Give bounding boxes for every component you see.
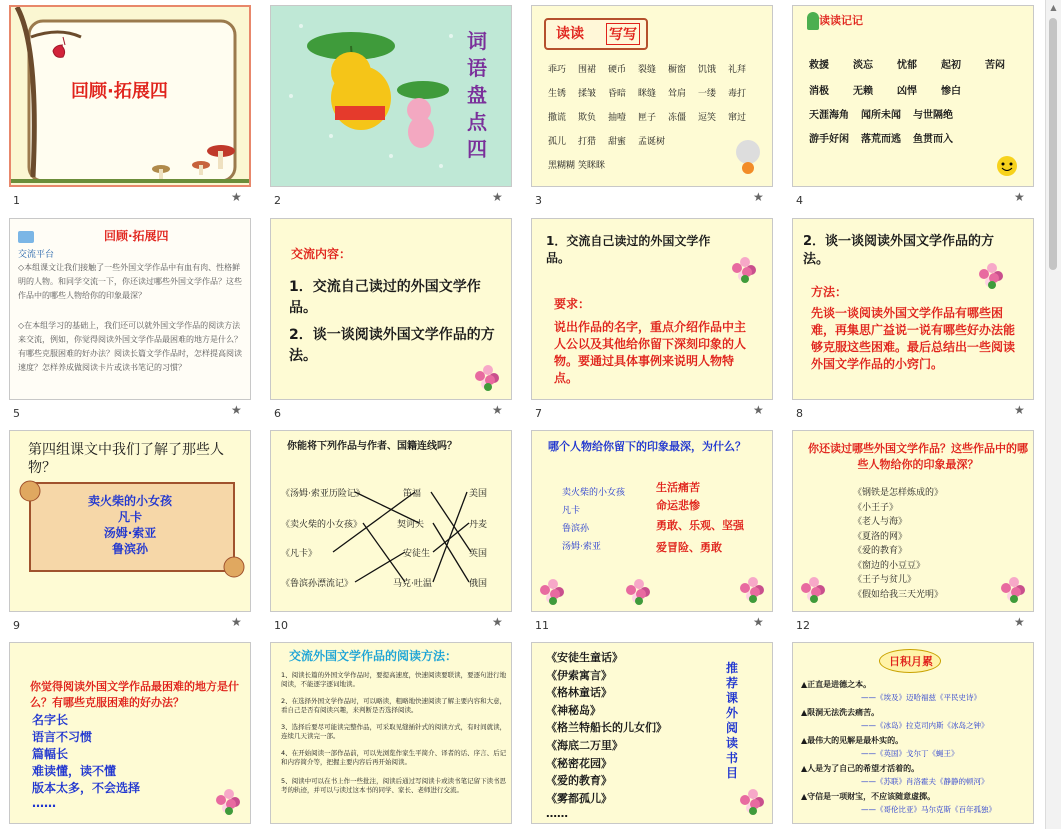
book-title: 《安徒生童话》 [546,651,623,664]
word: 天涯海角 [809,110,849,121]
list-item: …… [32,796,56,810]
book-title: 《雾都孤儿》 [546,791,612,805]
book-title: 《秘密花园》 [546,756,612,770]
word: 忧郁 [897,60,917,71]
list-item: 版本太多，不会选择 [32,781,141,795]
list-item: 语言不习惯 [32,730,93,744]
transition-star-icon[interactable]: ★ [1014,190,1025,204]
word: 笑眯眯 [578,161,606,171]
requirement-text: 说出作品的名字，重点介绍作品中主人公以及其他给你留下深刻印象的人物。要通过具体事例来说明人物特点。 [554,320,747,385]
slide-title: 交流外国文学作品的阅读方法： [289,649,458,663]
country-name: 美国 [469,489,488,499]
word: 孟诞树 [638,137,666,147]
slide-number: 1 [13,194,20,207]
country-name: 俄国 [469,579,488,589]
word: 饥饿 [698,65,717,75]
slide-title: 回顾·拓展四 [104,229,169,243]
flower-icon [1001,577,1027,603]
word: 惨白 [941,86,961,97]
word: 眯缝 [638,89,657,99]
slide-number: 7 [535,407,542,420]
slide-number: 12 [796,619,810,632]
quote-text: ▲人是为了自己的希望才活着的。 [801,764,920,773]
slide-question: 你还读过哪些外国文学作品？这些作品中的哪些人物给你的印象最深？ [808,442,1028,471]
label: 方法： [811,285,848,299]
book-title: 《小王子》 [853,502,899,513]
method-point: 2、在选择外国文学作品时，可以略读，粗略地快速阅读了解主要内容和大意，看自己是否有阅读兴趣，来判断是否选择阅读。 [281,697,507,714]
bullet-item: 2．谈一谈阅读外国文学作品的方法。 [803,234,995,267]
quote-source: ——《苏联》肖洛霍夫《静静的顿河》 [861,777,989,786]
list-item: 名字长 [32,713,69,727]
smiley-icon [995,154,1019,178]
word: 无赖 [853,86,873,97]
word: 窜过 [728,113,747,123]
list-item: 篇幅长 [32,747,69,761]
author-name: 安徒生 [403,549,431,559]
flower-icon [732,257,758,283]
word: 匣子 [638,113,657,123]
quote-source: ——《哥伦比亚》马尔克斯《百年孤独》 [861,805,996,814]
slide-number: 11 [535,619,549,632]
trait: 勇敢、乐观、坚强 [656,519,744,532]
word: 抽噎 [608,113,627,123]
character-name: 鲁滨孙 [562,524,590,534]
word: 黑糊糊 [548,161,576,171]
method-point: 1、阅读长篇的外国文学作品时，要提高速度，快速阅读要联读，要逐句进行地阅读，不能逐字逐词地读。 [281,671,507,688]
word: 裂缝 [638,65,657,75]
word: 打猎 [578,137,597,147]
quote-source: ——《冰岛》拉克司内斯《冰岛之钟》 [861,721,989,730]
word: 硬币 [608,65,627,75]
author-name: 契诃夫 [397,520,425,530]
character-name: 汤姆·索亚 [562,542,601,552]
work-title: 《卖火柴的小女孩》 [281,520,363,530]
word: 欺负 [578,113,597,123]
transition-star-icon[interactable]: ★ [231,190,242,204]
transition-star-icon[interactable]: ★ [1014,615,1025,629]
flower-icon [216,789,242,815]
flower-icon [740,577,766,603]
trait: 生活痛苦 [656,481,700,494]
slide-subtitle: 交流平台 [18,250,55,260]
word: 淡忘 [853,60,873,71]
trait: 命运悲惨 [656,499,700,512]
transition-star-icon[interactable]: ★ [492,190,503,204]
method-point: 4、在开始阅读一部作品前，可以先浏览作家生平简介、译者的话、序言、后记和内容简介等，把握主要内容后再开始阅读。 [281,749,507,766]
character-list: 卖火柴的小女孩 凡卡 汤姆·索亚 鲁滨孙 [87,494,172,556]
slide-heading: 交流内容： [291,247,352,261]
slide-heading: 第四组课文中我们了解了那些人物？ [28,442,224,476]
book-title: 《伊索寓言》 [546,668,612,682]
word: 鱼贯而入 [913,134,953,145]
work-title: 《凡卡》 [281,549,318,559]
bullet-item: 1．交流自己读过的外国文学作品。 [289,279,481,316]
tab-label: 写写 [606,23,640,45]
quote-text: ▲限洞无法洗去痛苦。 [801,708,880,717]
quote-text: ▲最伟大的见解是最朴实的。 [801,736,904,745]
paragraph: ◇在本组学习的基础上，我们还可以就外国文学作品的阅读方法来交流，例如，你觉得阅读外国文学作品最困难的地方是什么？有哪些克服困难的好办法？阅读长篇文学作品时，怎样提高阅读速度？怎样养成做阅读卡片或读书笔记的习惯？ [18,321,242,372]
vertical-scrollbar[interactable] [1045,0,1061,829]
word: 游手好闲 [809,134,849,145]
flower-icon [540,579,566,605]
pencil-icon [18,231,34,243]
slide-number: 3 [535,194,542,207]
word: 生锈 [548,89,567,99]
word: 救援 [809,60,829,71]
slide-number: 10 [274,619,288,632]
slide-number: 4 [796,194,803,207]
method-point: 5、阅读中可以在书上作一些批注，阅读后通过写阅读卡或读书笔记留下读书思考的轨迹，并可以与读过这本书的同学、家长、老师进行交流。 [281,777,507,794]
word: 耸肩 [668,89,687,99]
scroll-up-arrow-icon[interactable]: ▲ [1050,3,1057,12]
slide-title-vertical: 词 语 盘 点 四 [467,29,487,161]
flower-icon [475,365,501,391]
side-title: 推荐课外阅读书目 [726,661,739,780]
word: 乖巧 [548,65,567,75]
word: 孤儿 [548,137,567,147]
slide-number: 8 [796,407,803,420]
word: 苦闷 [985,60,1005,71]
word: 落荒而逃 [861,134,901,145]
book-title: 《格兰特船长的儿女们》 [546,721,667,735]
slide-question: 哪个人物给你留下的印象最深，为什么？ [548,440,746,453]
author-name: 笛福 [403,489,422,499]
word: 消极 [809,86,829,97]
word: 冻僵 [668,113,687,123]
word: 逗笑 [698,113,717,123]
word: 闻所未闻 [861,110,901,121]
country-name: 英国 [469,549,488,559]
slide-title: 读读记记 [819,14,863,27]
flower-icon [801,577,827,603]
book-title: 《爱的教育》 [853,546,908,556]
list-item: 难读懂，读不懂 [32,764,117,778]
book-title: 《王子与贫儿》 [853,575,917,585]
book-title: 《神秘岛》 [546,703,601,717]
book-title: 《格林童话》 [546,686,612,700]
word: 撒谎 [548,113,567,123]
book-title: 《夏洛的网》 [853,531,908,542]
word: 揉皱 [578,89,597,99]
flower-icon [626,579,652,605]
tab-label: 读读 [556,26,584,42]
slide-number: 5 [13,407,20,420]
work-title: 《鲁滨孙漂流记》 [281,579,354,589]
word: 毒打 [728,89,747,99]
method-text: 先谈一谈阅读外国文学作品有哪些困难，再集思广益说一说有哪些好办法能够克服这些困难。最后总结出一些阅读外国文学作品的小窍门。 [811,306,1016,371]
word: 起初 [941,60,961,71]
slide-number: 2 [274,194,281,207]
word: 与世隔绝 [913,110,953,121]
book-title: 《钢铁是怎样炼成的》 [853,488,944,498]
paragraph: ◇本组课文让我们接触了一些外国文学作品中有血有肉、性格鲜明的人物。和同学交流一下，你还读过哪些外国文学作品？这些作品中的哪些人物给你的印象最深？ [18,263,242,300]
word: 甜蜜 [608,137,627,147]
flower-icon [740,789,766,815]
slide-number: 6 [274,407,281,420]
book-title: 《爱的教育》 [546,774,612,788]
word: 围裙 [578,65,597,75]
quote-source: ——《埃及》迈哈福兹《平民史诗》 [861,693,981,702]
slide-title: 回顾·拓展四 [71,81,168,102]
mascot-icon [728,136,768,176]
flower-icon [979,263,1005,289]
transition-star-icon[interactable]: ★ [492,615,503,629]
book-title: 《窗边的小豆豆》 [853,560,926,571]
transition-star-icon[interactable]: ★ [753,615,764,629]
quote-text: ▲守信是一项财宝，不应该随意虚掷。 [801,792,936,801]
slide-question: 你觉得阅读外国文学作品最困难的地方是什么？有哪些克服困难的好办法？ [30,680,239,709]
leaf-icon [807,12,819,30]
bullet-item: 2．谈一谈阅读外国文学作品的方法。 [289,327,495,364]
transition-star-icon[interactable]: ★ [231,403,242,417]
label: 要求： [554,297,591,311]
character-name: 凡卡 [562,506,581,516]
book-title: 《海底二万里》 [546,739,623,752]
transition-star-icon[interactable]: ★ [753,190,764,204]
word: 礼拜 [728,65,747,75]
trait: 爱冒险、勇敢 [656,541,722,554]
character-name: 卖火柴的小女孩 [562,488,626,498]
word: 凶悍 [897,86,917,97]
bullet-item: 1．交流自己读过的外国文学作品。 [546,234,711,265]
book-title: 《老人与海》 [853,517,908,527]
transition-star-icon[interactable]: ★ [753,403,764,417]
country-name: 丹麦 [469,520,488,530]
slide-title: 日积月累 [889,655,933,668]
word: 橱窗 [668,65,687,75]
book-title: 《假如给我三天光明》 [853,589,944,600]
scroll-thumb[interactable] [1049,18,1057,270]
transition-star-icon[interactable]: ★ [1014,403,1025,417]
quote-text: ▲正直是进德之本。 [801,680,872,689]
author-name: 马克·吐温 [393,579,432,589]
slide-question: 你能将下列作品与作者、国籍连线吗？ [287,441,457,452]
word: 昏暗 [608,89,627,99]
book-title: …… [546,807,568,821]
transition-star-icon[interactable]: ★ [231,615,242,629]
transition-star-icon[interactable]: ★ [492,403,503,417]
slide-number: 9 [13,619,20,632]
work-title: 《汤姆·索亚历险记》 [281,489,365,499]
method-point: 3、选择后要尽可能读完整作品，可采取见缝插针式的阅读方式，有时间就读，连续几天读完一部。 [281,723,507,740]
word: 一缕 [698,89,717,99]
quote-source: ——《英国》戈尔丁《蝇王》 [861,749,959,758]
